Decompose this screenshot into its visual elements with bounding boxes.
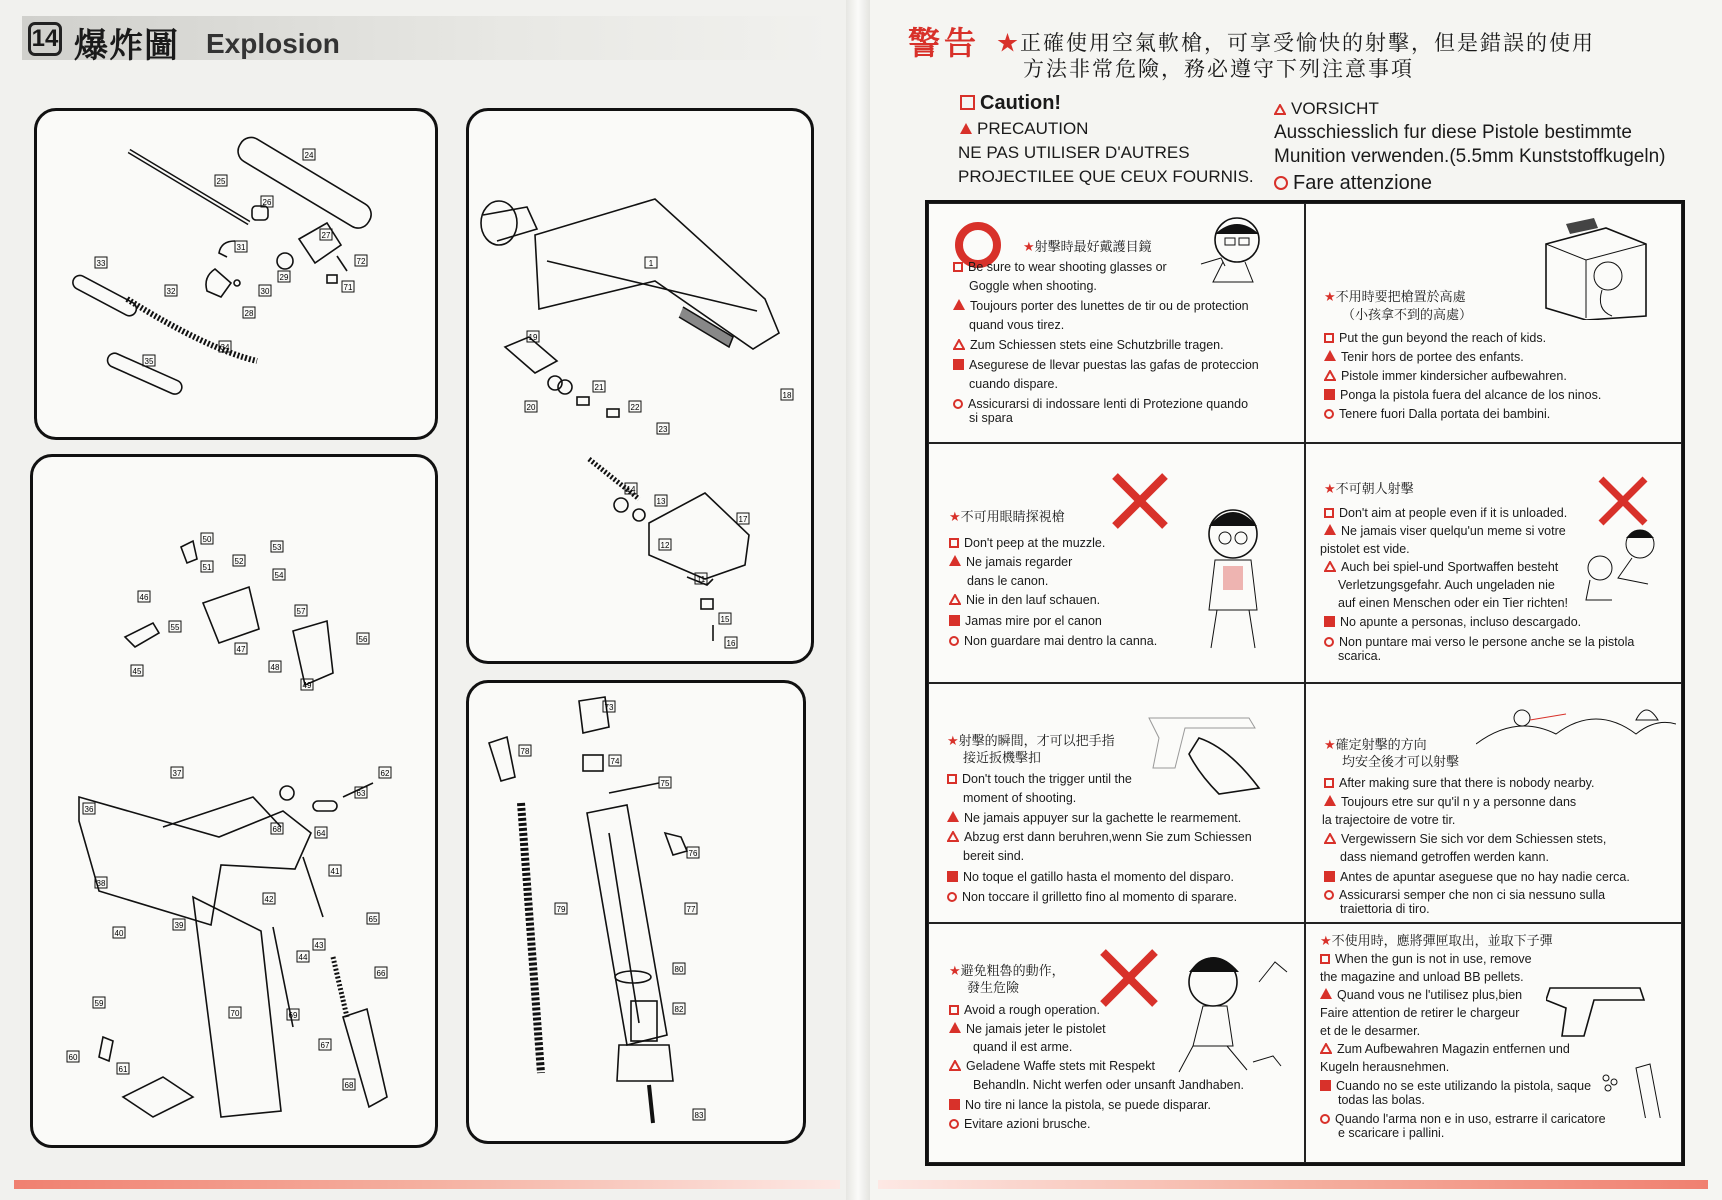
line: Put the gun beyond the reach of kids. xyxy=(1339,331,1547,345)
line: traiettoria di tiro. xyxy=(1340,902,1430,916)
line: si spara xyxy=(969,411,1013,425)
cell-title-cn: 不用時要把槍置於高處 xyxy=(1335,290,1466,305)
line: Ponga la pistola fuera del alcance de los ninos. xyxy=(1340,388,1602,402)
de-line-2: Munition verwenden.(5.5mm Kunststoffkugeln) xyxy=(1274,146,1666,167)
left-footer-bar xyxy=(14,1180,840,1189)
cell-title-cn: 避免粗魯的動作， xyxy=(960,964,1065,979)
svg-text:80: 80 xyxy=(674,965,684,974)
svg-text:73: 73 xyxy=(604,703,614,712)
line: Cuando no se este utilizando la pistola, saque xyxy=(1336,1079,1592,1093)
line: Don't peep at the muzzle. xyxy=(964,536,1106,550)
line: Verletzungsgefahr. Auch ungeladen nie xyxy=(1338,578,1555,592)
triangle-outline-icon xyxy=(1274,104,1286,115)
line: moment of shooting. xyxy=(963,791,1077,805)
svg-text:78: 78 xyxy=(520,747,530,756)
svg-text:20: 20 xyxy=(526,403,536,412)
part-labels xyxy=(67,533,391,1090)
cell-title-cn-2: 發生危險 xyxy=(967,981,1020,996)
hand-on-pistol-illustration xyxy=(1139,698,1289,798)
svg-text:82: 82 xyxy=(674,1005,684,1014)
line: Auch bei spiel-und Sportwaffen besteht xyxy=(1341,560,1559,574)
svg-text:30: 30 xyxy=(260,287,270,296)
svg-text:50: 50 xyxy=(202,535,212,544)
cell-title-cn-2: 接近扳機擊扣 xyxy=(963,751,1042,766)
svg-text:48: 48 xyxy=(270,663,280,672)
svg-text:25: 25 xyxy=(216,177,226,186)
cell-title-cn: 確定射擊的方向 xyxy=(1335,738,1427,753)
line: Zum Aufbewahren Magazin entfernen und xyxy=(1337,1042,1570,1056)
fr-line-2: PROJECTILEE QUE CEUX FOURNIS. xyxy=(958,167,1254,186)
line: Abzug erst dann beruhren,wenn Sie zum Schiessen xyxy=(964,830,1252,844)
line: et de le desarmer. xyxy=(1320,1024,1421,1038)
svg-text:62: 62 xyxy=(380,769,390,778)
svg-text:55: 55 xyxy=(170,623,180,632)
line: the magazine and unload BB pellets. xyxy=(1320,970,1524,984)
svg-text:47: 47 xyxy=(236,645,246,654)
warning-cell-direction: ★確定射擊的方向 均安全後才可以射擊 After making sure that there is nobody nearby. Toujours etre sur qu'il n y a personne dans la trajectoire de votre tir. Vergewissern Sie sich vor dem Schiessen stets, dass niemand getroffen werden kann. Antes de apuntar aseguese que no hay nadie cerca. Assicurarsi semper che non ci sia nessuno sulla traiettoria di tiro. xyxy=(1305,683,1682,923)
svg-text:21: 21 xyxy=(594,383,604,392)
line: Don't touch the trigger until the xyxy=(962,772,1132,786)
line: Asegurese de llevar puestas las gafas de proteccion xyxy=(969,358,1259,372)
svg-text:15: 15 xyxy=(720,615,730,624)
line: Tenere fuori Dalla portata dei bambini. xyxy=(1339,407,1551,421)
svg-text:38: 38 xyxy=(96,879,106,888)
warning-cell-trigger: ★射擊的瞬間，才可以把手指 接近扳機擊扣 Don't touch the trigger until the moment of shooting. Ne jamais appuyer sur la gachette le rearmement. Abzug erst dann beruhren,wenn Sie zum Schiessen bereit sind. No toque el gatillo hasta el momento del disparo. Non toccare il grilletto fino al momento di sparare. xyxy=(928,683,1305,923)
line: Assicurarsi semper che non ci sia nessuno sulla xyxy=(1339,888,1606,902)
svg-text:12: 12 xyxy=(660,541,670,550)
svg-text:53: 53 xyxy=(272,543,282,552)
svg-text:77: 77 xyxy=(686,905,696,914)
line: quand vous tirez. xyxy=(969,318,1065,332)
svg-text:42: 42 xyxy=(264,895,274,904)
svg-text:18: 18 xyxy=(782,391,792,400)
cell-title-cn: 射擊時最好戴護目鏡 xyxy=(1034,240,1152,255)
svg-text:45: 45 xyxy=(132,667,142,676)
line: Ne jamais viser quelqu'un meme si votre xyxy=(1341,524,1566,538)
cartoon-child-reaching xyxy=(1516,210,1656,320)
line: Jamas mire por el canon xyxy=(965,614,1102,628)
page-gutter xyxy=(846,0,870,1200)
line: Evitare azioni brusche. xyxy=(964,1117,1091,1131)
svg-text:56: 56 xyxy=(358,635,368,644)
line: Faire attention de retirer le chargeur xyxy=(1320,1006,1520,1020)
magazine-parts-diagram xyxy=(469,683,809,1147)
svg-text:61: 61 xyxy=(118,1065,128,1074)
svg-text:35: 35 xyxy=(144,357,154,366)
vorsicht-heading xyxy=(1274,98,1379,120)
line: Nie in den lauf schauen. xyxy=(966,593,1101,607)
landscape-shooting-illustration xyxy=(1476,694,1676,754)
line: Goggle when shooting. xyxy=(969,279,1097,293)
svg-text:70: 70 xyxy=(230,1009,240,1018)
warning-cell-muzzle: ★不可用眼睛探視槍 Don't peep at the muzzle. Ne jamais regarder dans le canon. Nie in den lauf schauen. Jamas mire por el canon Non guardare mai dentro la canna. xyxy=(928,443,1305,683)
svg-text:51: 51 xyxy=(202,563,212,572)
svg-text:57: 57 xyxy=(296,607,306,616)
svg-text:29: 29 xyxy=(279,273,289,282)
warning-title: 警告 xyxy=(908,24,981,62)
svg-text:71: 71 xyxy=(343,283,353,292)
cell-title-cn: 不可用眼睛探視槍 xyxy=(960,510,1065,525)
line: Ne jamais appuyer sur la gachette le rearmement. xyxy=(964,811,1242,825)
frame-parts-diagram xyxy=(33,457,441,1151)
svg-text:54: 54 xyxy=(274,571,284,580)
svg-text:49: 49 xyxy=(302,681,312,690)
svg-text:43: 43 xyxy=(314,941,324,950)
svg-text:74: 74 xyxy=(610,757,620,766)
cartoon-boy-throwing xyxy=(1163,942,1293,1082)
line: Pistole immer kindersicher aufbewahren. xyxy=(1341,369,1567,383)
fr-line-1: NE PAS UTILISER D'AUTRES xyxy=(958,143,1190,162)
warning-cell-unload: ★不使用時，應將彈匣取出，並取下子彈 When the gun is not in use, remove the magazine and unload BB pellets. Quand vous ne l'utilisez plus,bien Faire attention de retirer le chargeur et de le desarmer. Zum Aufbewahren Magazin entfernen und Kugeln herausnehmen. Cuando no se este utilizando la pistola, saque todas las bolas. Quando l'arma non e in uso, estrarre il caricatore e scaricare i pallini. xyxy=(1305,923,1682,1163)
warning-intro-cn: ★正確使用空氣軟槍，可享受愉快的射擊，但是錯誤的使用 方法非常危險，務必遵守下列注意事項 xyxy=(997,31,1595,81)
it-label: Fare attenzione xyxy=(1293,172,1432,194)
line: Toujours etre sur qu'il n y a personne dans xyxy=(1341,795,1577,809)
forbidden-x-icon xyxy=(1596,474,1650,528)
line: Toujours porter des lunettes de tir ou de protection xyxy=(970,299,1249,313)
line: dans le canon. xyxy=(967,574,1049,588)
svg-text:34: 34 xyxy=(220,343,230,352)
exploded-panel-magazine xyxy=(466,680,806,1144)
svg-text:14: 14 xyxy=(626,485,636,494)
cell-title-cn: 不可朝人射擊 xyxy=(1335,482,1414,497)
line: e scaricare i pallini. xyxy=(1338,1126,1445,1140)
line: Be sure to wear shooting glasses or xyxy=(968,260,1167,274)
slide-parts-diagram xyxy=(469,111,817,667)
svg-text:17: 17 xyxy=(738,515,748,524)
line: Geladene Waffe stets mit Respekt xyxy=(966,1059,1155,1073)
svg-text:46: 46 xyxy=(139,593,149,602)
page-title-cn: 爆炸圖 xyxy=(74,26,179,66)
line: Don't aim at people even if it is unloaded. xyxy=(1339,506,1568,520)
warning-intro-line2: 方法非常危險，務必遵守下列注意事項 xyxy=(1023,57,1415,81)
svg-text:26: 26 xyxy=(262,198,272,207)
line: No toque el gatillo hasta el momento del disparo. xyxy=(963,870,1234,884)
svg-text:40: 40 xyxy=(114,929,124,938)
line: Zum Schiessen stets eine Schutzbrille tragen. xyxy=(970,338,1224,352)
svg-text:22: 22 xyxy=(630,403,640,412)
svg-text:28: 28 xyxy=(244,309,254,318)
svg-text:37: 37 xyxy=(172,769,182,778)
line: Quand vous ne l'utilisez plus,bien xyxy=(1337,988,1523,1002)
line: bereit sind. xyxy=(963,849,1025,863)
svg-text:72: 72 xyxy=(356,257,366,266)
line: la trajectoire de votre tir. xyxy=(1322,813,1456,827)
svg-text:64: 64 xyxy=(316,829,326,838)
line: auf einen Menschen oder ein Tier richten! xyxy=(1338,596,1568,610)
svg-text:66: 66 xyxy=(376,969,386,978)
svg-text:16: 16 xyxy=(726,639,736,648)
cell-title-cn: 射擊的瞬間，才可以把手指 xyxy=(958,734,1115,749)
caution-label: Caution! xyxy=(980,92,1062,114)
line: Kugeln herausnehmen. xyxy=(1320,1060,1450,1074)
line: pistolet est vide. xyxy=(1320,542,1410,556)
cell-title-cn: 不使用時，應將彈匣取出，並取下子彈 xyxy=(1331,934,1553,949)
barrel-parts-diagram xyxy=(37,111,441,443)
it-heading xyxy=(1274,172,1432,194)
svg-text:32: 32 xyxy=(166,287,176,296)
svg-text:23: 23 xyxy=(658,425,668,434)
svg-text:79: 79 xyxy=(556,905,566,914)
svg-text:19: 19 xyxy=(528,333,538,342)
cartoon-boy-glasses xyxy=(1197,208,1277,288)
line: quand il est arme. xyxy=(973,1040,1073,1054)
svg-text:41: 41 xyxy=(330,867,340,876)
line: After making sure that there is nobody nearby. xyxy=(1339,776,1595,790)
safety-warnings-grid xyxy=(925,200,1685,1166)
warning-cell-kids: ★不用時要把槍置於高處 （小孩拿不到的高處） Put the gun beyond the reach of kids. Tenir hors de portee des enfants. Pistole immer kindersicher aufbewahren. Ponga la pistola fuera del alcance de los ninos. Tenere fuori Dalla portata dei bambini. xyxy=(1305,203,1682,443)
svg-text:24: 24 xyxy=(304,151,314,160)
svg-text:27: 27 xyxy=(321,231,331,240)
line: Ne jamais regarder xyxy=(966,555,1073,569)
line: todas las bolas. xyxy=(1338,1093,1425,1107)
svg-text:65: 65 xyxy=(368,915,378,924)
svg-text:69: 69 xyxy=(288,1011,298,1020)
line: Avoid a rough operation. xyxy=(964,1003,1100,1017)
line: When the gun is not in use, remove xyxy=(1335,952,1532,966)
exploded-panel-barrel xyxy=(34,108,438,440)
svg-text:63: 63 xyxy=(356,789,366,798)
svg-text:83: 83 xyxy=(694,1111,704,1120)
part-labels xyxy=(95,149,367,366)
forbidden-x-icon xyxy=(1097,946,1161,1010)
svg-text:75: 75 xyxy=(660,779,670,788)
svg-text:36: 36 xyxy=(84,805,94,814)
warning-cell-rough: ★避免粗魯的動作， 發生危險 Avoid a rough operation. Ne jamais jeter le pistolet quand il est arme. Geladene Waffe stets mit Respekt Behandln. Nicht werfen oder unsanft Jandhaben. No tire ni lance la pistola, se puede disparar. Evitare azioni brusche. xyxy=(928,923,1305,1163)
exploded-panel-slide xyxy=(466,108,814,664)
vorsicht-label: VORSICHT xyxy=(1291,99,1379,118)
line: cuando dispare. xyxy=(969,377,1058,391)
line: No tire ni lance la pistola, se puede disparar. xyxy=(965,1098,1211,1112)
svg-text:67: 67 xyxy=(320,1041,330,1050)
line: Behandln. Nicht werfen oder unsanft Jandhaben. xyxy=(973,1078,1245,1092)
line: Non toccare il grilletto fino al momento di sparare. xyxy=(962,890,1238,904)
line: Ne jamais jeter le pistolet xyxy=(966,1022,1106,1036)
caution-heading xyxy=(960,92,1061,114)
warning-cell-glasses: ★射擊時最好戴護目鏡 Be sure to wear shooting glasses or Goggle when shooting. Toujours porter des lunettes de tir ou de protection quand vous tirez. Zum Schiessen stets eine Schutzbrille tragen. Asegurese de llevar puestas las gafas de proteccion cuando dispare. Assicurarsi di indossare lenti di Protezione quando si spara xyxy=(928,203,1305,443)
right-footer-bar xyxy=(878,1180,1708,1189)
line: Antes de apuntar aseguese que no hay nadie cerca. xyxy=(1340,870,1630,884)
svg-text:59: 59 xyxy=(94,999,104,1008)
svg-text:11: 11 xyxy=(696,575,706,584)
precaution-heading xyxy=(960,118,1088,140)
exploded-panel-frame xyxy=(30,454,438,1148)
warning-cell-aim-people: ★不可朝人射擊 Don't aim at people even if it is unloaded. Ne jamais viser quelqu'un meme si votre pistolet est vide. Auch bei spiel-und Sportwaffen besteht Verletzungsgefahr. Auch ungeladen nie auf einen Menschen oder ein Tier richten! No apunte a personas, incluso descargado. Non puntare mai verso le persone anche se la pistola scarica. xyxy=(1305,443,1682,683)
section-number: 14 xyxy=(28,22,62,56)
line: dass niemand getroffen werden kann. xyxy=(1340,850,1549,864)
line: scarica. xyxy=(1338,649,1382,663)
svg-text:13: 13 xyxy=(656,497,666,506)
line: Tenir hors de portee des enfants. xyxy=(1341,350,1524,364)
part-labels xyxy=(525,257,793,648)
line: Assicurarsi di indossare lenti di Protezione quando xyxy=(968,397,1249,411)
warning-intro-line1: 正確使用空氣軟槍，可享受愉快的射擊，但是錯誤的使用 xyxy=(1020,31,1595,55)
svg-text:44: 44 xyxy=(298,953,308,962)
svg-text:33: 33 xyxy=(96,259,106,268)
page-title-en: Explosion xyxy=(206,28,340,59)
forbidden-x-icon xyxy=(1109,470,1171,532)
part-labels xyxy=(519,701,705,1120)
svg-text:1: 1 xyxy=(648,259,654,268)
svg-text:68: 68 xyxy=(344,1081,354,1090)
line: Vergewissern Sie sich vor dem Schiessen stets, xyxy=(1341,832,1607,846)
svg-text:52: 52 xyxy=(234,557,244,566)
svg-text:60: 60 xyxy=(68,1053,78,1062)
line: No apunte a personas, incluso descargado. xyxy=(1340,615,1582,629)
svg-text:76: 76 xyxy=(688,849,698,858)
de-line-1: Ausschiesslich fur diese Pistole bestimmte xyxy=(1274,122,1632,143)
precaution-label: PRECAUTION xyxy=(977,119,1089,138)
cartoon-kids-playing xyxy=(1578,524,1674,604)
line: Non guardare mai dentro la canna. xyxy=(964,634,1158,648)
cell-title-cn-2: （小孩拿不到的高處） xyxy=(1342,308,1473,323)
cartoon-boy-peeping xyxy=(1191,504,1281,654)
svg-text:68: 68 xyxy=(272,825,282,834)
svg-text:31: 31 xyxy=(236,243,246,252)
cell-title-cn-2: 均安全後才可以射擊 xyxy=(1342,755,1460,770)
line: Quando l'arma non e in uso, estrarre il caricatore xyxy=(1335,1112,1606,1126)
line: Non puntare mai verso le persone anche se la pistola xyxy=(1339,635,1635,649)
svg-text:39: 39 xyxy=(174,921,184,930)
